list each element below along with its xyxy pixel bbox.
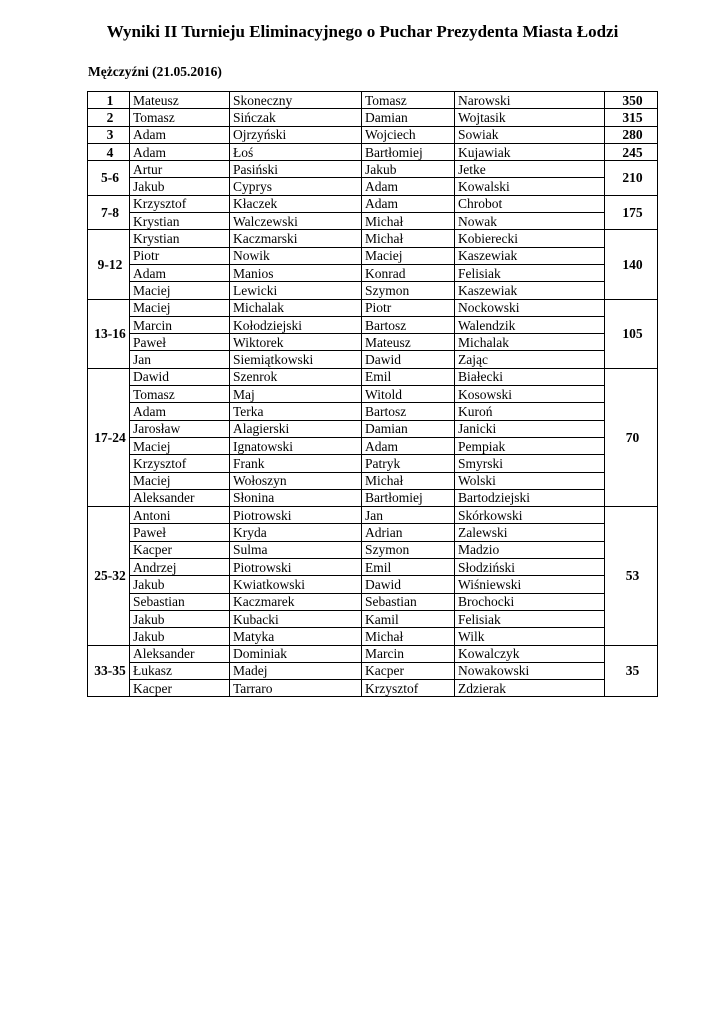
first-name-1-cell: Krystian — [130, 213, 230, 230]
first-name-1-cell: Paweł — [130, 334, 230, 351]
first-name-1-cell: Kacper — [130, 680, 230, 697]
last-name-1-cell: Wiktorek — [230, 334, 362, 351]
first-name-2-cell: Piotr — [362, 299, 455, 316]
first-name-2-cell: Bartosz — [362, 403, 455, 420]
first-name-2-cell: Emil — [362, 559, 455, 576]
last-name-2-cell: Walendzik — [455, 316, 605, 333]
last-name-2-cell: Kuroń — [455, 403, 605, 420]
last-name-2-cell: Michalak — [455, 334, 605, 351]
first-name-1-cell: Adam — [130, 126, 230, 143]
first-name-2-cell: Dawid — [362, 351, 455, 368]
table-row — [88, 247, 658, 264]
last-name-1-cell: Kaczmarek — [230, 593, 362, 610]
last-name-1-cell: Łoś — [230, 143, 362, 160]
last-name-2-cell: Pempiak — [455, 437, 605, 454]
table-row — [88, 92, 658, 109]
first-name-2-cell: Maciej — [362, 247, 455, 264]
table-row — [88, 576, 658, 593]
first-name-1-cell: Aleksander — [130, 489, 230, 506]
first-name-1-cell: Krystian — [130, 230, 230, 247]
last-name-2-cell: Kaszewiak — [455, 247, 605, 264]
last-name-1-cell: Wołoszyn — [230, 472, 362, 489]
first-name-2-cell: Michał — [362, 628, 455, 645]
place-cell: 25-32 — [88, 507, 130, 645]
first-name-1-cell: Tomasz — [130, 386, 230, 403]
last-name-1-cell: Tarraro — [230, 680, 362, 697]
last-name-1-cell: Nowik — [230, 247, 362, 264]
first-name-2-cell: Sebastian — [362, 593, 455, 610]
last-name-1-cell: Skoneczny — [230, 92, 362, 109]
first-name-1-cell: Jakub — [130, 178, 230, 195]
last-name-1-cell: Lewicki — [230, 282, 362, 299]
points-cell: 35 — [605, 645, 658, 697]
last-name-1-cell: Sińczak — [230, 109, 362, 126]
last-name-2-cell: Zalewski — [455, 524, 605, 541]
table-row — [88, 437, 658, 454]
table-row — [88, 403, 658, 420]
points-cell: 280 — [605, 126, 658, 143]
table-row — [88, 143, 658, 160]
points-cell: 53 — [605, 507, 658, 645]
last-name-1-cell: Madej — [230, 662, 362, 679]
last-name-2-cell: Kowalczyk — [455, 645, 605, 662]
first-name-1-cell: Mateusz — [130, 92, 230, 109]
last-name-2-cell: Nowakowski — [455, 662, 605, 679]
last-name-1-cell: Ignatowski — [230, 437, 362, 454]
table-row — [88, 264, 658, 281]
first-name-2-cell: Kamil — [362, 610, 455, 627]
last-name-1-cell: Kryda — [230, 524, 362, 541]
first-name-1-cell: Maciej — [130, 299, 230, 316]
points-cell: 175 — [605, 195, 658, 230]
last-name-2-cell: Kowalski — [455, 178, 605, 195]
points-cell: 210 — [605, 161, 658, 196]
table-row — [88, 680, 658, 697]
table-row — [88, 507, 658, 524]
last-name-1-cell: Piotrowski — [230, 507, 362, 524]
first-name-1-cell: Paweł — [130, 524, 230, 541]
first-name-2-cell: Witold — [362, 386, 455, 403]
first-name-1-cell: Andrzej — [130, 559, 230, 576]
points-cell: 245 — [605, 143, 658, 160]
last-name-2-cell: Nockowski — [455, 299, 605, 316]
table-row — [88, 213, 658, 230]
last-name-1-cell: Frank — [230, 455, 362, 472]
first-name-1-cell: Antoni — [130, 507, 230, 524]
place-cell: 9-12 — [88, 230, 130, 299]
last-name-2-cell: Madzio — [455, 541, 605, 558]
first-name-1-cell: Krzysztof — [130, 195, 230, 212]
last-name-1-cell: Matyka — [230, 628, 362, 645]
last-name-2-cell: Kaszewiak — [455, 282, 605, 299]
last-name-1-cell: Alagierski — [230, 420, 362, 437]
first-name-2-cell: Wojciech — [362, 126, 455, 143]
first-name-1-cell: Kacper — [130, 541, 230, 558]
first-name-1-cell: Aleksander — [130, 645, 230, 662]
last-name-1-cell: Manios — [230, 264, 362, 281]
table-row — [88, 628, 658, 645]
table-row — [88, 559, 658, 576]
first-name-1-cell: Jakub — [130, 610, 230, 627]
last-name-1-cell: Ojrzyński — [230, 126, 362, 143]
first-name-1-cell: Artur — [130, 161, 230, 178]
first-name-1-cell: Marcin — [130, 316, 230, 333]
last-name-2-cell: Janicki — [455, 420, 605, 437]
last-name-2-cell: Słodziński — [455, 559, 605, 576]
first-name-2-cell: Krzysztof — [362, 680, 455, 697]
table-row — [88, 368, 658, 385]
first-name-2-cell: Tomasz — [362, 92, 455, 109]
first-name-2-cell: Adam — [362, 195, 455, 212]
first-name-1-cell: Maciej — [130, 437, 230, 454]
last-name-1-cell: Walczewski — [230, 213, 362, 230]
last-name-1-cell: Kłaczek — [230, 195, 362, 212]
first-name-2-cell: Damian — [362, 109, 455, 126]
last-name-1-cell: Sulma — [230, 541, 362, 558]
points-cell: 105 — [605, 299, 658, 368]
last-name-2-cell: Bartodziejski — [455, 489, 605, 506]
first-name-1-cell: Maciej — [130, 472, 230, 489]
last-name-2-cell: Wilk — [455, 628, 605, 645]
first-name-1-cell: Piotr — [130, 247, 230, 264]
first-name-1-cell: Łukasz — [130, 662, 230, 679]
table-row — [88, 489, 658, 506]
last-name-2-cell: Skórkowski — [455, 507, 605, 524]
place-cell: 17-24 — [88, 368, 130, 506]
first-name-1-cell: Tomasz — [130, 109, 230, 126]
last-name-1-cell: Terka — [230, 403, 362, 420]
first-name-1-cell: Adam — [130, 143, 230, 160]
table-row — [88, 334, 658, 351]
category-subtitle: Mężczyźni (21.05.2016) — [88, 64, 222, 79]
table-row — [88, 161, 658, 178]
last-name-2-cell: Sowiak — [455, 126, 605, 143]
last-name-2-cell: Kobierecki — [455, 230, 605, 247]
last-name-2-cell: Nowak — [455, 213, 605, 230]
last-name-1-cell: Michalak — [230, 299, 362, 316]
first-name-1-cell: Jakub — [130, 628, 230, 645]
last-name-2-cell: Smyrski — [455, 455, 605, 472]
points-cell: 350 — [605, 92, 658, 109]
points-cell: 70 — [605, 368, 658, 506]
first-name-2-cell: Jakub — [362, 161, 455, 178]
last-name-1-cell: Maj — [230, 386, 362, 403]
place-cell: 13-16 — [88, 299, 130, 368]
points-cell: 315 — [605, 109, 658, 126]
place-cell: 3 — [88, 126, 130, 143]
table-row — [88, 472, 658, 489]
points-cell: 140 — [605, 230, 658, 299]
last-name-1-cell: Kaczmarski — [230, 230, 362, 247]
last-name-1-cell: Kubacki — [230, 610, 362, 627]
first-name-1-cell: Dawid — [130, 368, 230, 385]
place-cell: 5-6 — [88, 161, 130, 196]
last-name-1-cell: Siemiątkowski — [230, 351, 362, 368]
place-cell: 4 — [88, 143, 130, 160]
last-name-1-cell: Szenrok — [230, 368, 362, 385]
first-name-1-cell: Krzysztof — [130, 455, 230, 472]
first-name-2-cell: Adrian — [362, 524, 455, 541]
last-name-2-cell: Felisiak — [455, 610, 605, 627]
place-cell: 7-8 — [88, 195, 130, 230]
table-row — [88, 230, 658, 247]
first-name-2-cell: Dawid — [362, 576, 455, 593]
first-name-2-cell: Michał — [362, 230, 455, 247]
place-cell: 33-35 — [88, 645, 130, 697]
last-name-2-cell: Kujawiak — [455, 143, 605, 160]
table-row — [88, 541, 658, 558]
first-name-2-cell: Kacper — [362, 662, 455, 679]
first-name-2-cell: Damian — [362, 420, 455, 437]
first-name-2-cell: Bartłomiej — [362, 489, 455, 506]
last-name-2-cell: Chrobot — [455, 195, 605, 212]
last-name-2-cell: Jetke — [455, 161, 605, 178]
table-row — [88, 645, 658, 662]
last-name-1-cell: Kwiatkowski — [230, 576, 362, 593]
first-name-1-cell: Adam — [130, 403, 230, 420]
table-row — [88, 282, 658, 299]
results-table — [87, 91, 658, 697]
table-row — [88, 662, 658, 679]
last-name-1-cell: Cyprys — [230, 178, 362, 195]
last-name-2-cell: Zdzierak — [455, 680, 605, 697]
first-name-2-cell: Emil — [362, 368, 455, 385]
last-name-2-cell: Wojtasik — [455, 109, 605, 126]
last-name-2-cell: Wolski — [455, 472, 605, 489]
table-row — [88, 109, 658, 126]
last-name-2-cell: Narowski — [455, 92, 605, 109]
last-name-2-cell: Białecki — [455, 368, 605, 385]
first-name-1-cell: Adam — [130, 264, 230, 281]
table-row — [88, 195, 658, 212]
table-row — [88, 593, 658, 610]
table-row — [88, 126, 658, 143]
first-name-2-cell: Szymon — [362, 282, 455, 299]
place-cell: 2 — [88, 109, 130, 126]
first-name-2-cell: Bartłomiej — [362, 143, 455, 160]
first-name-1-cell: Maciej — [130, 282, 230, 299]
first-name-2-cell: Szymon — [362, 541, 455, 558]
table-row — [88, 178, 658, 195]
last-name-1-cell: Słonina — [230, 489, 362, 506]
last-name-2-cell: Kosowski — [455, 386, 605, 403]
first-name-1-cell: Jakub — [130, 576, 230, 593]
last-name-1-cell: Kołodziejski — [230, 316, 362, 333]
first-name-2-cell: Jan — [362, 507, 455, 524]
table-row — [88, 386, 658, 403]
first-name-1-cell: Jarosław — [130, 420, 230, 437]
last-name-2-cell: Zając — [455, 351, 605, 368]
last-name-1-cell: Pasiński — [230, 161, 362, 178]
table-row — [88, 610, 658, 627]
document-title: Wyniki II Turnieju Eliminacyjnego o Puchar Prezydenta Miasta Łodzi — [106, 22, 619, 41]
last-name-2-cell: Felisiak — [455, 264, 605, 281]
last-name-2-cell: Brochocki — [455, 593, 605, 610]
first-name-2-cell: Marcin — [362, 645, 455, 662]
first-name-2-cell: Bartosz — [362, 316, 455, 333]
first-name-2-cell: Michał — [362, 213, 455, 230]
first-name-2-cell: Adam — [362, 178, 455, 195]
table-row — [88, 524, 658, 541]
last-name-1-cell: Dominiak — [230, 645, 362, 662]
first-name-2-cell: Konrad — [362, 264, 455, 281]
first-name-2-cell: Michał — [362, 472, 455, 489]
last-name-1-cell: Piotrowski — [230, 559, 362, 576]
first-name-2-cell: Mateusz — [362, 334, 455, 351]
place-cell: 1 — [88, 92, 130, 109]
first-name-2-cell: Patryk — [362, 455, 455, 472]
table-row — [88, 316, 658, 333]
table-row — [88, 420, 658, 437]
results-body — [88, 92, 658, 697]
table-row — [88, 351, 658, 368]
first-name-2-cell: Adam — [362, 437, 455, 454]
table-row — [88, 455, 658, 472]
first-name-1-cell: Jan — [130, 351, 230, 368]
first-name-1-cell: Sebastian — [130, 593, 230, 610]
table-row — [88, 299, 658, 316]
last-name-2-cell: Wiśniewski — [455, 576, 605, 593]
